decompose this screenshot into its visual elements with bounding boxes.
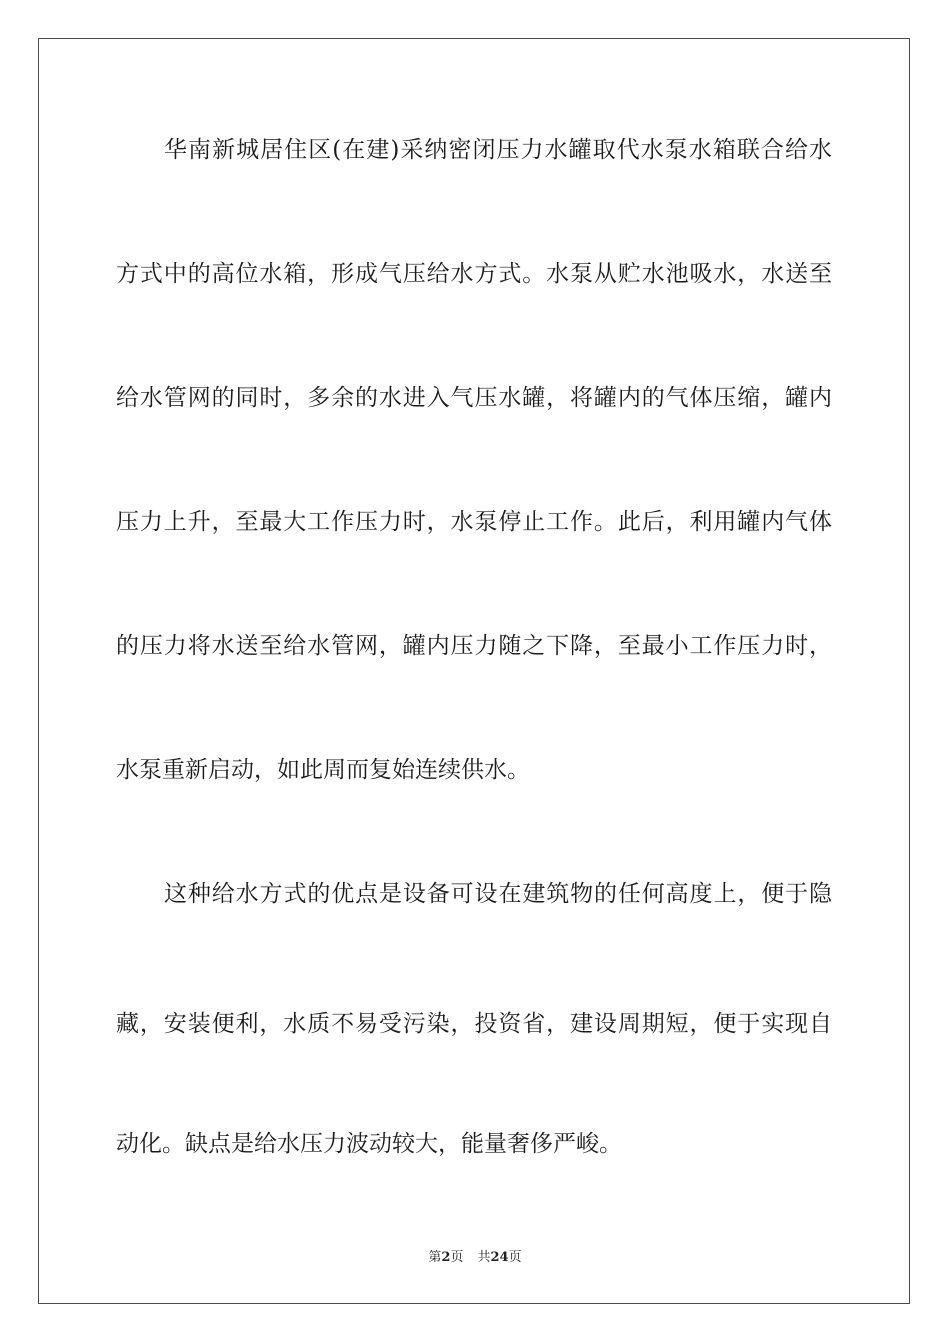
footer-page-prefix: 第: [428, 1250, 442, 1265]
footer-total-suffix: 页: [508, 1250, 522, 1265]
page-footer: [0, 1246, 950, 1265]
paragraph-line: 压力上升，至最大工作压力时，水泵停止工作。此后，利用罐内气体: [116, 509, 832, 535]
paragraph-line: 给水管网的同时，多余的水进入气压水罐，将罐内的气体压缩，罐内: [116, 385, 832, 411]
footer-total-prefix: 共: [477, 1250, 491, 1265]
paragraph-line: 藏，安装便利，水质不易受污染，投资省，建设周期短，便于实现自: [116, 1011, 832, 1037]
paragraph-line: 的压力将水送至给水管网，罐内压力随之下降，至最小工作压力时，: [116, 633, 832, 659]
paragraph-line: 华南新城居住区(在建)采纳密闭压力水罐取代水泵水箱联合给水: [164, 137, 832, 163]
paragraph-line: 水泵重新启动，如此周而复始连续供水。: [116, 757, 530, 783]
paragraph-line: 这种给水方式的优点是设备可设在建筑物的任何高度上，便于隐: [164, 881, 832, 907]
paragraph-line: 方式中的高位水箱，形成气压给水方式。水泵从贮水池吸水，水送至: [116, 261, 832, 287]
footer-page-suffix: 页: [450, 1250, 464, 1265]
page-border: [38, 38, 910, 1304]
footer-total-pages: 24: [490, 1250, 509, 1265]
footer-page-number: 2: [441, 1250, 451, 1265]
paragraph-line: 动化。缺点是给水压力波动较大，能量奢侈严峻。: [116, 1131, 622, 1157]
